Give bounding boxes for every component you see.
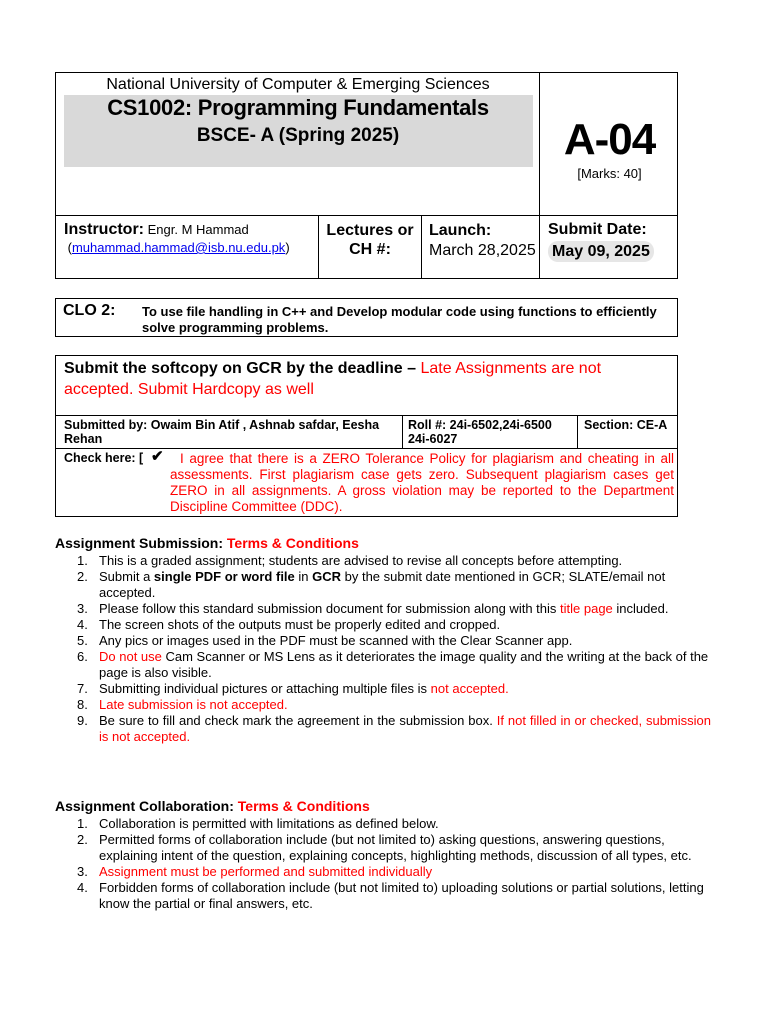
- item-text: Any pics or images used in the PDF must be scanned with the Clear Scanner app.: [99, 633, 573, 648]
- instructor-cell: Instructor: Engr. M Hammad (muhammad.hammad@isb.nu.edu.pk): [64, 221, 290, 255]
- item-text: Submitting individual pictures or attaching multiple files is: [99, 681, 431, 696]
- submission-heading: [64, 358, 670, 400]
- list-item: [55, 713, 711, 745]
- check-label: Check here: [: [64, 451, 144, 465]
- item-text-red: title page: [560, 601, 613, 616]
- list-item: [55, 617, 711, 633]
- ch-label: CH #:: [349, 241, 391, 258]
- header-divider: [421, 215, 422, 278]
- item-text-bold: GCR: [312, 569, 342, 584]
- submission-box: [55, 355, 678, 517]
- section-title: Assignment Collaboration:: [55, 798, 234, 814]
- item-number: 6.: [77, 649, 88, 664]
- section-title: Assignment Submission:: [55, 535, 224, 551]
- item-text-red: not accepted.: [430, 681, 509, 696]
- box-divider: [402, 415, 403, 448]
- launch-date: March 28,2025: [429, 242, 536, 259]
- collaboration-terms-title: [55, 798, 370, 814]
- item-text-red: Late submission is not accepted.: [99, 697, 288, 712]
- list-item: [55, 832, 711, 864]
- item-number: 8.: [77, 697, 88, 712]
- clo-label: CLO 2:: [63, 302, 116, 319]
- item-text: included.: [612, 601, 669, 616]
- list-item: [55, 880, 711, 912]
- roll-line: Roll #: 24i-6502,24i-6500: [408, 418, 552, 432]
- item-text-red: Do not use: [99, 649, 162, 664]
- item-number: 4.: [77, 880, 88, 895]
- agreement-text: I agree that there is a ZERO Tolerance Policy for plagiarism and cheating in all assessments. First plagiarism case gets zero. Subsequent plagiarism cases get ZERO in all assignments. A gross violation may be reported to the Department Discipline Committee (DDC).: [170, 451, 674, 514]
- submission-heading-red: Late Assignments are not accepted. Submit Hardcopy as well: [64, 360, 602, 398]
- list-item: [55, 633, 711, 649]
- lectures-label: Lectures or: [326, 222, 414, 239]
- list-item: [55, 816, 711, 832]
- section-title-red: Terms & Conditions: [237, 798, 370, 814]
- submission-terms-list: [55, 553, 711, 745]
- list-item: [55, 649, 711, 681]
- item-text: This is a graded assignment; students are advised to revise all concepts before attempting.: [99, 553, 623, 568]
- item-text: Forbidden forms of collaboration include (but not limited to) uploading solutions or partial solutions, letting know the partial or final answers, etc.: [99, 880, 704, 911]
- list-item: [55, 553, 711, 569]
- item-number: 2.: [77, 569, 88, 584]
- instructor-name: Engr. M Hammad: [147, 222, 249, 237]
- submission-heading-bold: Submit the softcopy on GCR by the deadline –: [64, 360, 417, 377]
- submit-cell: [540, 219, 679, 262]
- item-text-red: If not filled in or checked, submission is not accepted.: [99, 713, 712, 744]
- section-label: Section: CE-A: [584, 418, 668, 432]
- course-section: BSCE- A (Spring 2025): [196, 125, 400, 146]
- list-item: [55, 697, 711, 713]
- instructor-label: Instructor:: [64, 221, 144, 238]
- lectures-cell: [319, 221, 421, 259]
- item-number: 1.: [77, 553, 88, 568]
- section-title-red: Terms & Conditions: [226, 535, 359, 551]
- item-text-red: Assignment must be performed and submitted individually: [99, 864, 433, 879]
- clo-text: To use file handling in C++ and Develop modular code using functions to efficiently solve programming problems.: [142, 304, 657, 335]
- checkmark-icon[interactable]: ✔: [151, 448, 164, 465]
- item-text: in: [294, 569, 313, 584]
- assignment-number: A-04: [563, 115, 656, 164]
- item-text: by the submit date mentioned in GCR; SLATE/email not accepted.: [99, 569, 666, 600]
- item-number: 2.: [77, 832, 88, 847]
- item-text: Collaboration is permitted with limitations as defined below.: [99, 816, 439, 831]
- item-number: 9.: [77, 713, 88, 728]
- item-number: 1.: [77, 816, 88, 831]
- roll-numbers: [408, 418, 578, 446]
- course-title: CS1002: Programming Fundamentals: [107, 95, 489, 120]
- item-text: Please follow this standard submission document for submission along with this: [99, 601, 561, 616]
- launch-label: Launch:: [429, 222, 492, 239]
- item-text: Be sure to fill and check mark the agreement in the submission box.: [99, 713, 497, 728]
- item-number: 3.: [77, 864, 88, 879]
- submit-label: Submit Date:: [548, 221, 647, 238]
- clo-box: [55, 298, 678, 337]
- list-item: [55, 681, 711, 697]
- university-name: National University of Computer & Emerging Sciences: [106, 76, 490, 93]
- marks: [Marks: 40]: [577, 166, 642, 181]
- item-number: 7.: [77, 681, 88, 696]
- header-table: [55, 72, 678, 279]
- list-item: [55, 569, 711, 601]
- item-text: Cam Scanner or MS Lens as it deteriorates the image quality and the writing at the back of the page is also visible.: [99, 649, 709, 680]
- box-divider: [56, 415, 677, 416]
- item-text: The screen shots of the outputs must be properly edited and cropped.: [99, 617, 501, 632]
- header-divider: [56, 215, 677, 216]
- submitted-by: Submitted by: Owaim Bin Atif , Ashnab safdar, Eesha Rehan: [64, 418, 380, 446]
- item-text: Submit a: [99, 569, 154, 584]
- instructor-email-link[interactable]: muhammad.hammad@isb.nu.edu.pk: [71, 240, 286, 255]
- collaboration-terms-list: [55, 816, 711, 912]
- list-item: [55, 864, 711, 880]
- item-number: 5.: [77, 633, 88, 648]
- roll-line: 24i-6027: [408, 432, 458, 446]
- item-text-bold: single PDF or word file: [153, 569, 295, 584]
- submission-terms-title: [55, 535, 359, 551]
- item-number: 4.: [77, 617, 88, 632]
- launch-cell: [429, 221, 536, 261]
- item-text: Permitted forms of collaboration include (but not limited to) asking questions, answering questions, explaining intent of the question, explaining concepts, highlighting methods, discussion of all types, etc.: [99, 832, 692, 863]
- box-divider: [56, 448, 677, 449]
- item-number: 3.: [77, 601, 88, 616]
- list-item: [55, 601, 711, 617]
- submit-date: May 09, 2025: [548, 241, 654, 262]
